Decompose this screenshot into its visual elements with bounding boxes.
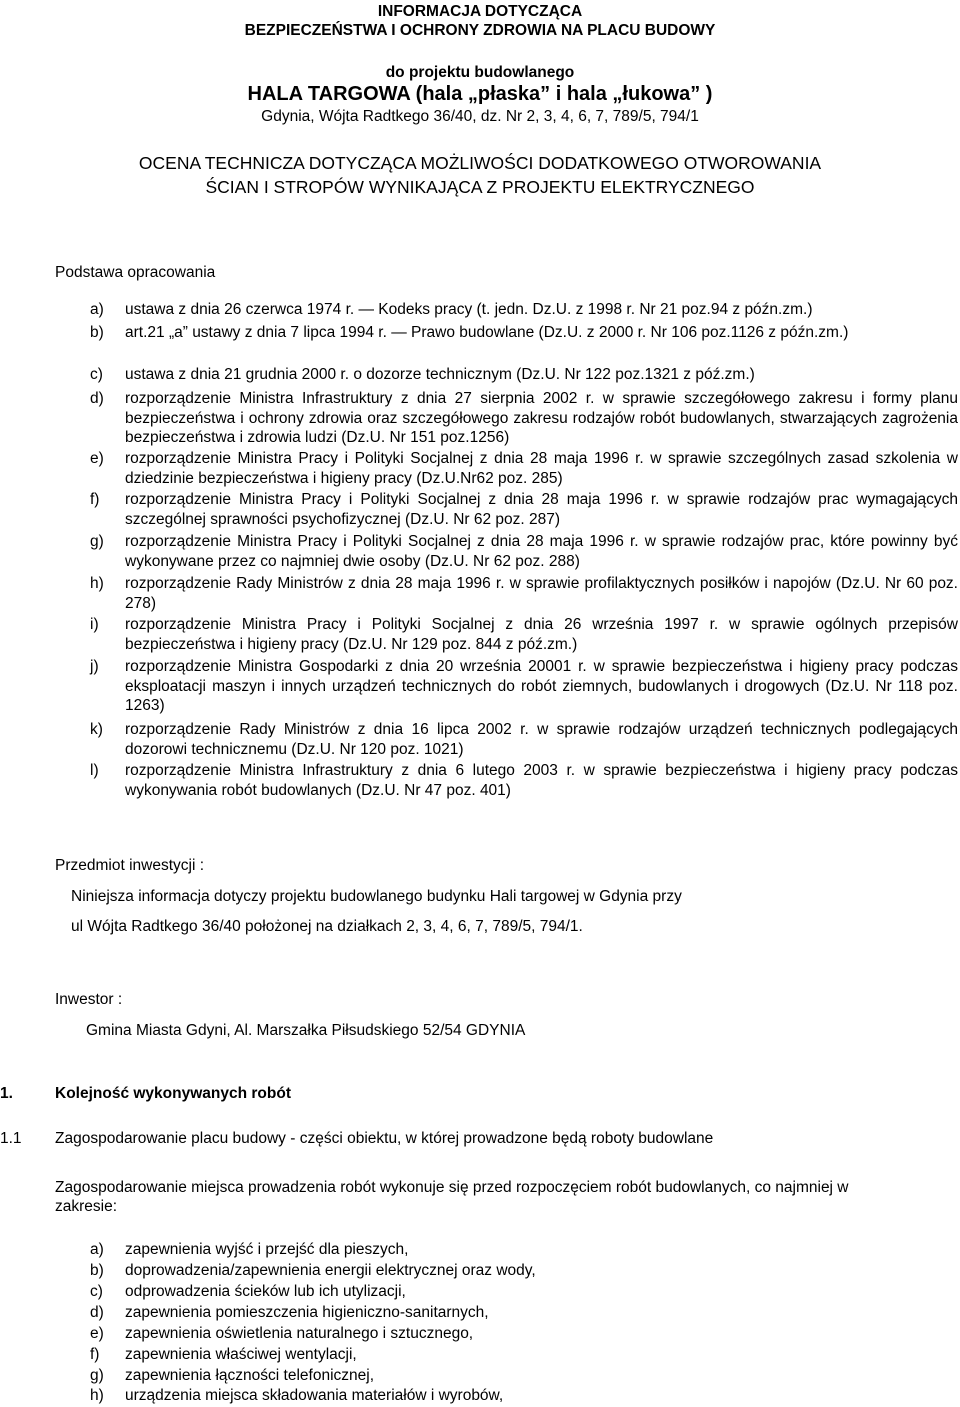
doc-title-line2: BEZPIECZEŃSTWA I OCHRONY ZDROWIA NA PLACU BUDOWY bbox=[244, 22, 716, 39]
item-text: rozporządzenie Ministra Infrastruktury z dnia 27 sierpnia 2002 r. w sprawie szczegółowego zakresu i formy planu bezpieczeństwa i ochrony zdrowia oraz szczegółowego zakresu rodzajów robót budowlanych, stwarzających zagrożenia bezpieczeństwa i zdrowia ludzi (Dz.U. Nr 151 poz.1256) bbox=[125, 390, 958, 446]
item-text: zapewnienia pomieszczenia higieniczno-sanitarnych, bbox=[125, 1304, 489, 1321]
subject-text-line2: ul Wójta Radtkego 36/40 położonej na działkach 2, 3, 4, 6, 7, 789/5, 794/1. bbox=[71, 918, 583, 935]
basis-item bbox=[90, 449, 958, 488]
investor-value: Gmina Miasta Gdyni, Al. Marszałka Piłsudskiego 52/54 GDYNIA bbox=[86, 1022, 526, 1039]
item-label: g) bbox=[90, 1367, 104, 1384]
item-text: rozporządzenie Ministra Pracy i Polityki Socjalnej z dnia 26 września 1997 r. w sprawie ogólnych przepisów bezpieczeństwa i higieny pracy (Dz.U. Nr 129 poz. 844 z póź.zm.) bbox=[125, 616, 958, 653]
basis-item bbox=[90, 300, 958, 320]
subsection-intro: Zagospodarowanie miejsca prowadzenia robót wykonuje się przed rozpoczęciem robót budowlanych, co najmniej w zakresie: bbox=[55, 1179, 849, 1215]
subject-text-line1: Niniejsza informacja dotyczy projektu budowlanego budynku Hali targowej w Gdynia przy bbox=[71, 888, 682, 905]
item-text: zapewnienia oświetlenia naturalnego i sztucznego, bbox=[125, 1325, 474, 1342]
scope-item bbox=[90, 1240, 408, 1259]
item-label: f) bbox=[90, 491, 100, 508]
item-text: ustawa z dnia 21 grudnia 2000 r. o dozorze technicznym (Dz.U. Nr 122 poz.1321 z póź.zm.) bbox=[125, 366, 755, 383]
item-label: f) bbox=[90, 1346, 100, 1363]
item-text: rozporządzenie Rady Ministrów z dnia 16 lipca 2002 r. w sprawie rodzajów urządzeń technicznych podlegających dozorowi technicznemu (Dz.U. Nr 120 poz. 1021) bbox=[125, 721, 958, 758]
scope-item bbox=[90, 1386, 503, 1405]
subsection-number: 1.1 bbox=[0, 1130, 22, 1147]
item-label: a) bbox=[90, 1241, 104, 1258]
assessment-title-line1: OCENA TECHNICZA DOTYCZĄCA MOŻLIWOŚCI DODATKOWEGO OTWOROWANIA bbox=[138, 153, 822, 173]
item-text: rozporządzenie Ministra Gospodarki z dnia 20 września 20001 r. w sprawie bezpieczeństwa i higieny pracy podczas eksploatacji maszyn i innych urządzeń technicznych do robót ziemnych, budowlanych i drogowych (Dz.U. Nr 118 poz. 1263) bbox=[125, 658, 958, 714]
item-text: zapewnienia właściwej wentylacji, bbox=[125, 1346, 357, 1363]
item-label: c) bbox=[90, 366, 103, 383]
subsection-title: Zagospodarowanie placu budowy - części obiektu, w której prowadzone będą roboty budowlane bbox=[55, 1130, 714, 1147]
scope-item bbox=[90, 1366, 374, 1385]
scope-item bbox=[90, 1345, 357, 1364]
assessment-title-line2: ŚCIAN I STROPÓW WYNIKAJĄCA Z PROJEKTU ELEKTRYCZNEGO bbox=[205, 177, 755, 197]
basis-item bbox=[90, 323, 958, 343]
item-label: c) bbox=[90, 1283, 103, 1300]
scope-item bbox=[90, 1324, 473, 1343]
item-label: a) bbox=[90, 301, 104, 318]
project-name: HALA TARGOWA (hala „płaska” i hala „łukowa” ) bbox=[247, 83, 713, 105]
item-text: ustawa z dnia 26 czerwca 1974 r. ― Kodeks pracy (t. jedn. Dz.U. z 1998 r. Nr 21 poz.94 z późn.zm.) bbox=[125, 301, 813, 318]
item-label: h) bbox=[90, 575, 104, 592]
item-label: h) bbox=[90, 1387, 104, 1404]
investor-heading: Inwestor : bbox=[55, 991, 123, 1008]
item-text: rozporządzenie Rady Ministrów z dnia 28 maja 1996 r. w sprawie profilaktycznych posiłków i napojów (Dz.U. Nr 60 poz. 278) bbox=[125, 575, 958, 612]
item-text: zapewnienia wyjść i przejść dla pieszych, bbox=[125, 1241, 409, 1258]
basis-item bbox=[90, 761, 958, 800]
basis-item bbox=[90, 490, 958, 529]
item-label: l) bbox=[90, 762, 99, 779]
basis-item bbox=[90, 389, 958, 448]
item-label: k) bbox=[90, 721, 103, 738]
item-text: doprowadzenia/zapewnienia energii elektrycznej oraz wody, bbox=[125, 1262, 536, 1279]
item-text: rozporządzenie Ministra Infrastruktury z dnia 6 lutego 2003 r. w sprawie bezpieczeństwa i higieny pracy podczas wykonywania robót budowlanych (Dz.U. Nr 47 poz. 401) bbox=[125, 762, 958, 799]
item-text: art.21 „a” ustawy z dnia 7 lipca 1994 r. ― Prawo budowlane (Dz.U. z 2000 r. Nr 106 poz.1126 z późn.zm.) bbox=[125, 324, 849, 341]
scope-item bbox=[90, 1303, 489, 1322]
item-text: rozporządzenie Ministra Pracy i Polityki Socjalnej z dnia 28 maja 1996 r. w sprawie szczególnych zasad szkolenia w dziedzinie bezpieczeństwa i higieny pracy (Dz.U.Nr62 poz. 285) bbox=[125, 450, 958, 487]
section-number: 1. bbox=[0, 1085, 13, 1102]
basis-item bbox=[90, 365, 958, 385]
basis-item bbox=[90, 657, 958, 716]
item-label: g) bbox=[90, 533, 104, 550]
item-text: rozporządzenie Ministra Pracy i Polityki Socjalnej z dnia 28 maja 1996 r. w sprawie rodzajów prac, które powinny być wykonywane przez co najmniej dwie osoby (Dz.U. Nr 62 poz. 288) bbox=[125, 533, 958, 570]
item-text: zapewnienia łączności telefonicznej, bbox=[125, 1367, 375, 1384]
basis-heading: Podstawa opracowania bbox=[55, 264, 216, 281]
basis-item bbox=[90, 615, 958, 654]
item-label: b) bbox=[90, 324, 104, 341]
scope-item bbox=[90, 1261, 536, 1280]
item-label: e) bbox=[90, 450, 104, 467]
section-title: Kolejność wykonywanych robót bbox=[55, 1085, 291, 1102]
item-label: e) bbox=[90, 1325, 104, 1342]
scope-item bbox=[90, 1282, 406, 1301]
basis-item bbox=[90, 720, 958, 759]
item-text: odprowadzenia ścieków lub ich utylizacji, bbox=[125, 1283, 406, 1300]
doc-subtitle: do projektu budowlanego bbox=[385, 64, 575, 81]
doc-title-line1: INFORMACJA DOTYCZĄCA bbox=[377, 3, 583, 20]
subject-heading: Przedmiot inwestycji : bbox=[55, 857, 205, 874]
item-label: d) bbox=[90, 1304, 104, 1321]
item-label: i) bbox=[90, 616, 99, 633]
item-text: urządzenia miejsca składowania materiałów i wyrobów, bbox=[125, 1387, 504, 1404]
project-location: Gdynia, Wójta Radtkego 36/40, dz. Nr 2, 3, 4, 6, 7, 789/5, 794/1 bbox=[261, 108, 699, 125]
basis-item bbox=[90, 532, 958, 571]
item-label: b) bbox=[90, 1262, 104, 1279]
item-label: j) bbox=[90, 658, 99, 675]
basis-item bbox=[90, 574, 958, 613]
item-text: rozporządzenie Ministra Pracy i Polityki Socjalnej z dnia 28 maja 1996 r. w sprawie rodzajów prac wymagających szczególnej sprawności psychofizycznej (Dz.U. Nr 62 poz. 287) bbox=[125, 491, 958, 528]
item-label: d) bbox=[90, 390, 104, 407]
